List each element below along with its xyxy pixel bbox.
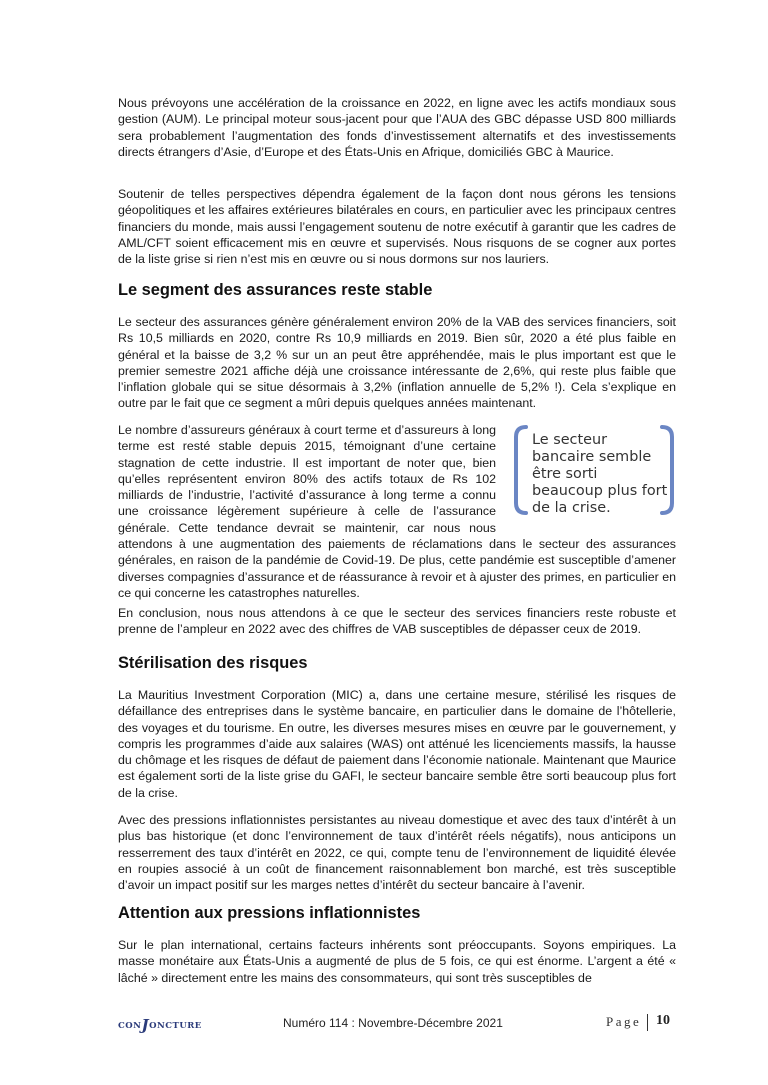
paragraph-geopolitics	[118, 186, 676, 267]
paragraph-insurance-sector	[118, 314, 676, 412]
body-paragraph: En conclusion, nous nous attendons à ce que le secteur des services financiers reste robuste et prenne de l’ampleur en 2022 avec des chiffres de VAB susceptibles de dépasser ceux de 2019.	[118, 606, 676, 637]
logo-swash: J	[141, 1016, 150, 1034]
paragraph-insurers-with-callout	[118, 422, 676, 601]
body-paragraph: Soutenir de telles perspectives dépendra également de la façon dont nous gérons les tensions géopolitiques et les affaires extérieures bilatérales en cours, en particulier avec les principaux centres financiers du monde, mais aussi l’engagement soutenu de notre exécutif à garantir que les cadres de AML/CFT soient efficacement mis en œuvre et supervisés. Nous risquons de se cogner aux portes de la liste grise si rien n’est mis en œuvre ou si nous dormons sur nos lauriers.	[118, 187, 676, 267]
paragraph-mic	[118, 687, 676, 801]
body-paragraph: Avec des pressions inflationnistes persistantes au niveau domestique et avec des taux d’intérêt à un plus bas historique (et donc l’environnement de taux d’intérêt réels négatifs), nous anticipons un resserrement des taux d’intérêt en 2022, ce qui, compte tenu de l’environnement de liquidité élevée en roupies associé à un coût de financement raisonnablement bon marché, est très susceptible d’avoir un impact positif sur les marges nettes d’intérêt du secteur bancaire à l’avenir.	[118, 813, 676, 893]
logo-text-right: ONCTURE	[149, 1021, 202, 1031]
pull-quote-callout	[512, 424, 676, 516]
page-footer	[118, 1012, 678, 1036]
page-number: 10	[656, 1013, 670, 1028]
body-paragraph: Nous prévoyons une accélération de la croissance en 2022, en ligne avec les actifs mondiaux sous gestion (AUM). Le principal moteur sous-jacent pour que l’AUA des GBC dépasse USD 800 milliards sera probablement l’augmentation des fonds d’investissement alternatifs et des investissements directs étrangers d’Asie, d’Europe et des États-Unis en Afrique, domiciliés GBC à Maurice.	[118, 96, 676, 159]
section-heading-risks: Stérilisation des risques	[118, 654, 308, 672]
body-paragraph: Le nombre d’assureurs généraux à court terme et d’assureurs à long terme est resté stable depuis 2015, témoignant d’une certaine stagnation de cette industrie. Il est important de noter que, bien qu’elles représentent environ 80% des actifs totaux de Rs 102 milliards de l’industrie, l’activité d’assurance à long terme a connu une croissance légèrement supérieure à celle de l’assurance générale. Cette tendance devrait se maintenir, car nous nous attendons à une augmentation des paiements de réclamations dans le secteur des assurances générales, en raison de la pandémie de Covid-19. De plus, cette pandémie est susceptible d’amener diverses compagnies d’assurance et de réassurance à revoir et à ajuster des primes, en particulier en ce qui concerne les catastrophes naturelles.	[118, 423, 676, 600]
body-paragraph: La Mauritius Investment Corporation (MIC) a, dans une certaine mesure, stérilisé les risques de défaillance des entreprises dans le système bancaire, en particulier dans le domaine de l’hôtellerie, des voyages et du tourisme. En outre, les diverses mesures mises en œuvre par le gouvernement, y compris les programmes d’aide aux salaires (WAS) ont atténué les licenciements massifs, la hausse du chômage et les risques de défaut de paiement dans l’économie nationale. Maintenant que Maurice est également sorti de la liste grise du GAFI, le secteur bancaire semble être sorti beaucoup plus fort de la crise.	[118, 688, 676, 800]
body-paragraph: Le secteur des assurances génère généralement environ 20% de la VAB des services financiers, soit Rs 10,5 milliards en 2020, contre Rs 10,9 milliards en 2019. Bien sûr, 2020 a été plus faible en général et la baisse de 3,2 % sur un an peut être appréhendée, mais le plus important est que le premier semestre 2021 affiche déjà une croissance intéressante de 2,6%, qui reste plus faible que l’inflation globale qui se situe désormais à 3,2% (inflation annuelle de 5,2% !). Cela s’explique en outre par le fait que ce segment a mûri depuis quelques années maintenant.	[118, 315, 676, 411]
paragraph-aum	[118, 95, 676, 160]
paragraph-conclusion	[118, 605, 676, 638]
page-label: Page	[606, 1014, 642, 1029]
callout-text: Le secteur bancaire semble être sorti beaucoup plus fort de la crise.	[532, 432, 668, 516]
body-paragraph: Sur le plan international, certains facteurs inhérents sont préoccupants. Soyons empiriques. La masse monétaire aux États-Unis a augmenté de plus de 5 fois, ce qui est énorme. L’argent a été « lâché » directement entre les mains des consommateurs, qui sont très susceptibles de	[118, 938, 676, 985]
issue-label: Numéro 114 : Novembre-Décembre 2021	[283, 1016, 503, 1030]
paragraph-international	[118, 937, 676, 986]
logo-text-left: CON	[118, 1021, 142, 1031]
page-separator	[647, 1014, 648, 1031]
paragraph-interest-rates	[118, 812, 676, 893]
section-heading-inflation: Attention aux pressions inflationnistes	[118, 904, 421, 922]
section-heading-insurance: Le segment des assurances reste stable	[118, 281, 433, 299]
conjoncture-logo	[118, 1014, 202, 1032]
